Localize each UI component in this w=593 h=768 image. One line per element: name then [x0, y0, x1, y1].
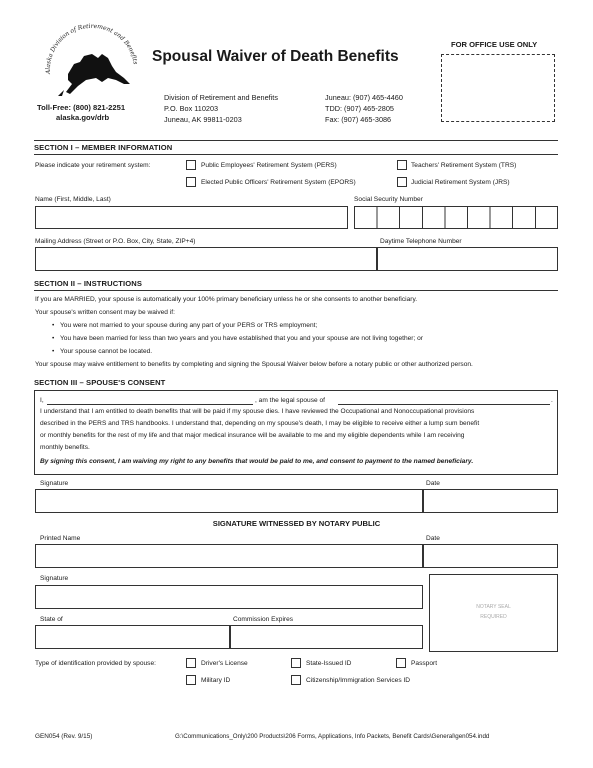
office-use-box: [441, 54, 555, 122]
notary-signature-field[interactable]: [35, 585, 423, 609]
id-type-prompt: Type of identification provided by spouse:: [35, 660, 156, 667]
address-line: P.O. Box 110203: [164, 104, 219, 113]
pers-checkbox[interactable]: [186, 160, 196, 170]
consent-line-end: .: [551, 397, 553, 404]
notary-signature-label: Signature: [40, 575, 69, 582]
section-divider: [34, 154, 558, 155]
military-id-checkbox[interactable]: [186, 675, 196, 685]
instructions-married: If you are MARRIED, your spouse is automatically your 100% primary beneficiary unless he or she consents to another beneficiary.: [35, 296, 418, 303]
instructions-bullet: • Your spouse cannot be located.: [60, 348, 152, 355]
state-seal-logo: [28, 14, 146, 100]
epors-checkbox[interactable]: [186, 177, 196, 187]
spouse-date-label: Date: [426, 480, 440, 487]
consent-line-start: I,: [40, 397, 44, 404]
instructions-waive: Your spouse may waive entitlement to benefits by completing and signing the Spousal Waiver below before a notary public or other authorized person.: [35, 361, 473, 368]
state-id-label: State-Issued ID: [306, 660, 352, 667]
consent-body-line: I understand that I am entitled to death benefits that will be paid if my spouse dies. I have reviewed the Occupational and Nonoccupational provisions: [40, 408, 475, 415]
member-name-field[interactable]: [35, 206, 348, 229]
form-title: Spousal Waiver of Death Benefits: [152, 48, 399, 65]
consent-line-mid: , am the legal spouse of: [255, 397, 326, 404]
name-label: Name (First, Middle, Last): [35, 196, 111, 203]
address-line: Juneau, AK 99811-0203: [164, 115, 242, 124]
address-line: Division of Retirement and Benefits: [164, 93, 278, 102]
instructions-bullet: • You were not married to your spouse during any part of your PERS or TRS employment;: [60, 322, 317, 329]
notary-heading: SIGNATURE WITNESSED BY NOTARY PUBLIC: [212, 519, 381, 528]
phone-line: Juneau: (907) 465-4460: [325, 93, 403, 102]
trs-label: Teachers' Retirement System (TRS): [411, 162, 517, 169]
website: alaska.gov/drb: [56, 113, 110, 122]
notary-seal-box: [429, 574, 558, 652]
consent-body-line: or monthly benefits for the rest of my life and that major medical insurance will be available to me and my eligible dependents while I am receiving: [40, 432, 465, 439]
section2-heading: SECTION II – INSTRUCTIONS: [34, 279, 142, 288]
section-divider: [34, 290, 558, 291]
spouse-date-field[interactable]: [423, 489, 558, 513]
division-address: [164, 92, 278, 125]
passport-label: Passport: [411, 660, 438, 667]
jrs-label: Judicial Retirement System (JRS): [411, 179, 510, 186]
drivers-license-label: Driver's License: [201, 660, 248, 667]
member-name-line[interactable]: [338, 404, 550, 405]
notary-date-label: Date: [426, 535, 440, 542]
retirement-system-prompt: Please indicate your retirement system:: [35, 162, 151, 169]
citizenship-id-checkbox[interactable]: [291, 675, 301, 685]
state-of-label: State of: [40, 616, 63, 623]
section-divider: [34, 140, 558, 141]
phone-line: Fax: (907) 465-3086: [325, 115, 392, 124]
spouse-signature-field[interactable]: [35, 489, 423, 513]
daytime-phone-field[interactable]: [377, 247, 558, 271]
section1-heading: SECTION I – MEMBER INFORMATION: [34, 143, 173, 152]
mailing-address-field[interactable]: [35, 247, 377, 271]
consent-statement: By signing this consent, I am waiving my right to any benefits that would be paid to me, and consent to payment to the named beneficiary.: [40, 458, 474, 465]
pers-label: Public Employees' Retirement System (PERS): [201, 162, 337, 169]
jrs-checkbox[interactable]: [397, 177, 407, 187]
commission-expires-label: Commission Expires: [233, 616, 294, 623]
consent-body-line: described in the PERS and TRS handbooks. I understand that, depending on my spouse's death, I may be eligible to receive either a lump sum benefit: [40, 420, 480, 427]
ssn-field[interactable]: [354, 206, 558, 229]
seal-arc-text: Alaska Division of Retirement and Benefits: [44, 22, 139, 75]
spouse-signature-label: Signature: [40, 480, 69, 487]
ssn-label: Social Security Number: [354, 196, 423, 203]
phone-line: TDD: (907) 465-2805: [325, 104, 394, 113]
contact-phones: [325, 92, 403, 125]
file-path: G:\Communications_Only\200 Products\206 Forms, Applications, Info Packets, Benefit Cards\General\gen054.indd: [175, 733, 490, 740]
mailing-address-label: Mailing Address (Street or P.O. Box, City, State, ZIP+4): [35, 238, 196, 245]
trs-checkbox[interactable]: [397, 160, 407, 170]
state-id-checkbox[interactable]: [291, 658, 301, 668]
form-number: GEN054 (Rev. 9/15): [35, 733, 93, 740]
passport-checkbox[interactable]: [396, 658, 406, 668]
notary-date-field[interactable]: [423, 544, 558, 568]
instructions-waived: Your spouse's written consent may be waived if:: [35, 309, 175, 316]
military-id-label: Military ID: [201, 677, 231, 684]
spouse-name-line[interactable]: [47, 404, 253, 405]
drivers-license-checkbox[interactable]: [186, 658, 196, 668]
printed-name-field[interactable]: [35, 544, 423, 568]
state-of-field[interactable]: [35, 625, 230, 649]
notary-seal-required: REQUIRED: [480, 614, 507, 620]
notary-seal-text: NOTARY SEAL: [476, 604, 511, 610]
section3-heading: SECTION III – SPOUSE'S CONSENT: [34, 378, 166, 387]
printed-name-label: Printed Name: [40, 535, 81, 542]
commission-expires-field[interactable]: [230, 625, 423, 649]
citizenship-id-label: Citizenship/Immigration Services ID: [306, 677, 411, 684]
daytime-phone-label: Daytime Telephone Number: [380, 238, 462, 245]
toll-free: Toll-Free: (800) 821-2251: [37, 103, 126, 112]
instructions-bullet: • You have been married for less than two years and you have established that you and your spouse are not living together; or: [60, 335, 423, 342]
consent-body-line: monthly benefits.: [40, 444, 90, 451]
office-use-label: FOR OFFICE USE ONLY: [451, 40, 538, 49]
epors-label: Elected Public Officers' Retirement System (EPORS): [201, 179, 356, 186]
